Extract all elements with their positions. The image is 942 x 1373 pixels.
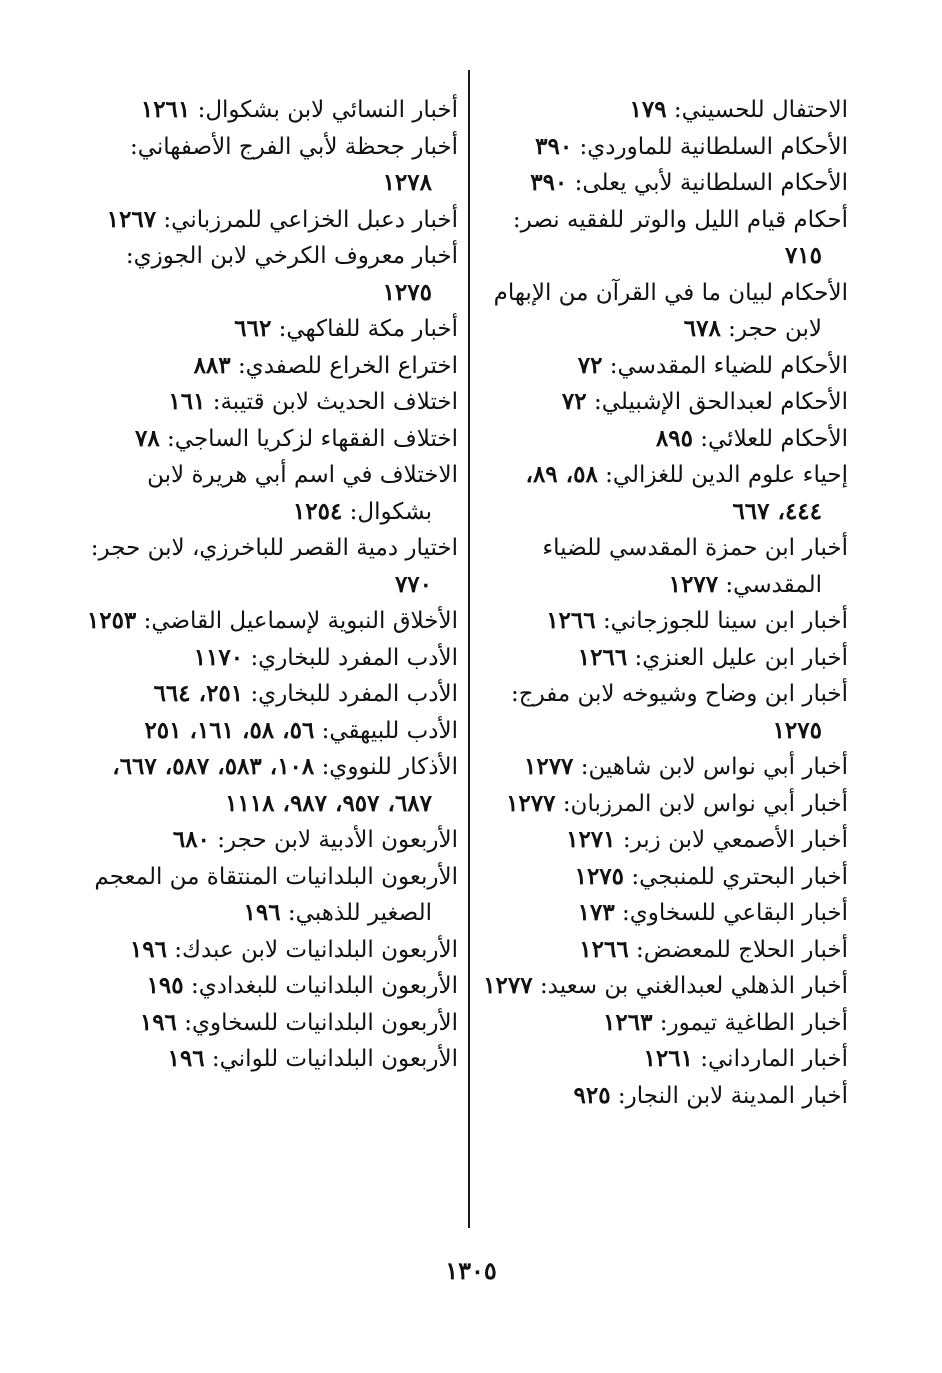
entry-pages: ١٢٦١ bbox=[643, 1045, 693, 1072]
entry-pages: ٨٨٣ bbox=[193, 351, 231, 379]
index-entry bbox=[476, 859, 848, 896]
index-entry bbox=[476, 92, 848, 129]
entry-title: الأربعون البلدانيات للبغدادي: bbox=[190, 973, 458, 999]
entry-title: الأحكام للضياء المقدسي: bbox=[609, 352, 848, 379]
entry-pages: ١٩٥ bbox=[146, 972, 184, 999]
entry-pages: ٩٢٥ bbox=[573, 1081, 611, 1109]
entry-title: الأحكام لعبدالحق الإشبيلي: bbox=[593, 389, 848, 415]
entry-title: الأربعون البلدانيات للسخاوي: bbox=[184, 1009, 458, 1036]
index-entry bbox=[476, 676, 848, 749]
entry-pages: ٦٨٠ bbox=[172, 826, 210, 853]
entry-title: أخبار المارداني: bbox=[700, 1046, 848, 1072]
entry-pages: ٧١٥ bbox=[784, 242, 822, 269]
index-entry bbox=[476, 968, 848, 1005]
index-entry bbox=[476, 786, 848, 823]
index-entry bbox=[476, 1078, 848, 1115]
entry-pages: ١٩٦ bbox=[139, 1008, 177, 1036]
index-entry bbox=[86, 603, 458, 640]
entry-title: أخبار الطاغية تيمور: bbox=[659, 1009, 848, 1036]
page-number: ١٣٠٥ bbox=[445, 1256, 497, 1285]
entry-title: الأربعون البلدانيات لابن عبدك: bbox=[174, 936, 458, 963]
index-entry bbox=[476, 165, 848, 202]
entry-title: أخبار المدينة لابن النجار: bbox=[617, 1082, 848, 1109]
index-entry bbox=[86, 822, 458, 859]
entry-title: الأدب المفرد للبخاري: bbox=[250, 681, 458, 707]
entry-title: أحكام قيام الليل والوتر للفقيه نصر: bbox=[512, 206, 848, 233]
entry-pages: ١٢٥٤ bbox=[292, 497, 343, 525]
index-entry bbox=[86, 530, 458, 603]
entry-pages: ١٩٦ bbox=[167, 1045, 205, 1072]
entry-pages: ١٢٦٣ bbox=[603, 1008, 653, 1036]
entry-title: أخبار البقاعي للسخاوي: bbox=[621, 900, 848, 926]
index-column-right bbox=[476, 92, 848, 1114]
entry-pages: ٧٢ bbox=[561, 388, 587, 415]
index-entry bbox=[86, 129, 458, 202]
entry-title: الأربعون البلدانيات المنتقاة من المعجم الصغير للذهبي: bbox=[94, 863, 458, 926]
index-entry bbox=[86, 457, 458, 530]
index-entry bbox=[86, 640, 458, 677]
entry-pages: ١٢٦١ bbox=[140, 96, 191, 123]
entry-pages: ٧٨ bbox=[135, 424, 160, 452]
index-entry bbox=[86, 92, 458, 129]
entry-pages: ١٢٦٧ bbox=[106, 205, 157, 233]
index-entry bbox=[476, 1005, 848, 1042]
entry-title: الأخلاق النبوية لإسماعيل القاضي: bbox=[143, 608, 458, 634]
entry-pages: ٣٩٠ bbox=[530, 169, 568, 196]
index-entry bbox=[476, 895, 848, 932]
entry-pages: ٨٩٥ bbox=[655, 424, 693, 452]
index-entry bbox=[86, 749, 458, 822]
entry-pages: ١٢٧٧ bbox=[483, 972, 533, 999]
entry-pages: ١٢٦٦ bbox=[577, 643, 628, 671]
entry-title: الأحكام للعلائي: bbox=[700, 425, 848, 452]
index-entry bbox=[86, 1005, 458, 1042]
entry-title: أخبار دعبل الخزاعي للمرزباني: bbox=[163, 206, 458, 233]
index-entry bbox=[476, 348, 848, 385]
index-entry bbox=[86, 202, 458, 239]
index-entry bbox=[476, 129, 848, 166]
entry-title: الأدب المفرد للبخاري: bbox=[250, 644, 458, 671]
index-entry bbox=[86, 238, 458, 311]
index-entry bbox=[476, 640, 848, 677]
index-entry bbox=[476, 603, 848, 640]
entry-title: أخبار ابن وضاح وشيوخه لابن مفرج: bbox=[510, 681, 848, 707]
entry-pages: ٢٥١، ٦٦٤ bbox=[153, 680, 244, 707]
index-entry bbox=[476, 275, 848, 348]
entry-title: اختلاف الفقهاء لزكريا الساجي: bbox=[167, 425, 458, 452]
entry-title: أخبار ابن سينا للجوزجاني: bbox=[602, 608, 848, 634]
entry-title: أخبار جحظة لأبي الفرج الأصفهاني: bbox=[129, 133, 458, 160]
index-entry bbox=[86, 859, 458, 932]
entry-title: الأحكام لبيان ما في القرآن من الإبهام لابن حجر: bbox=[493, 279, 848, 342]
entry-title: الأربعون الأدبية لابن حجر: bbox=[217, 827, 458, 853]
index-entry bbox=[86, 421, 458, 458]
entry-title: أخبار أبي نواس لابن المرزبان: bbox=[562, 790, 848, 817]
index-entry bbox=[476, 932, 848, 969]
entry-title: أخبار ابن عليل العنزي: bbox=[634, 644, 848, 671]
entry-title: أخبار الذهلي لعبدالغني بن سعيد: bbox=[539, 973, 848, 999]
entry-pages: ٦٧٨ bbox=[683, 315, 721, 342]
entry-pages: ١٢٧٥ bbox=[382, 278, 432, 306]
entry-title: أخبار معروف الكرخي لابن الجوزي: bbox=[125, 243, 458, 269]
index-entry bbox=[86, 968, 458, 1005]
entry-pages: ١٧٩ bbox=[629, 96, 667, 123]
entry-pages: ١٢٧١ bbox=[566, 826, 616, 853]
entry-title: الأدب للبيهقي: bbox=[321, 717, 458, 744]
entry-pages: ١٠٨، ٥٨٣، ٥٨٧، ٦٦٧، ٦٨٧، ٩٥٧، ٩٨٧، ١١١٨ bbox=[112, 753, 432, 817]
entry-pages: ٥٨، ٨٩، ٤٤٤، ٦٦٧ bbox=[525, 461, 822, 525]
index-entry bbox=[476, 202, 848, 275]
index-column-left bbox=[86, 92, 458, 1078]
entry-title: أخبار ابن حمزة المقدسي للضياء المقدسي: bbox=[542, 535, 848, 598]
entry-pages: ١٢٧٥ bbox=[574, 862, 625, 890]
entry-title: أخبار مكة للفاكهي: bbox=[278, 316, 458, 342]
entry-title: الأربعون البلدانيات للواني: bbox=[211, 1046, 458, 1072]
entry-title: اختلاف الحديث لابن قتيبة: bbox=[212, 389, 458, 415]
index-entry bbox=[86, 676, 458, 713]
entry-pages: ١٦١ bbox=[168, 388, 206, 415]
entry-title: أخبار أبي نواس لابن شاهين: bbox=[580, 754, 848, 780]
entry-title: الاحتفال للحسيني: bbox=[673, 97, 848, 123]
entry-pages: ١١٧٠ bbox=[193, 643, 244, 671]
entry-title: الأذكار للنووي: bbox=[321, 754, 458, 780]
entry-pages: ٣٩٠ bbox=[535, 132, 573, 160]
entry-title: إحياء علوم الدين للغزالي: bbox=[605, 462, 848, 488]
entry-pages: ١٩٦ bbox=[129, 935, 167, 963]
index-entry bbox=[476, 384, 848, 421]
entry-title: أخبار الحلاج للمعضض: bbox=[636, 936, 848, 963]
index-entry bbox=[476, 749, 848, 786]
index-entry bbox=[86, 713, 458, 750]
entry-pages: ١٢٧٧ bbox=[524, 753, 574, 780]
index-entry bbox=[86, 311, 458, 348]
index-entry bbox=[86, 932, 458, 969]
entry-title: أخبار النسائي لابن بشكوال: bbox=[197, 97, 458, 123]
index-entry bbox=[476, 457, 848, 530]
index-entry bbox=[476, 530, 848, 603]
entry-pages: ١٢٧٧ bbox=[506, 789, 556, 817]
entry-pages: ١٢٦٦ bbox=[546, 607, 596, 634]
entry-pages: ١٢٧٥ bbox=[772, 716, 822, 744]
index-entry bbox=[86, 1041, 458, 1078]
entry-pages: ٥٦، ٥٨، ١٦١، ٢٥١ bbox=[144, 716, 315, 744]
entry-title: اختراع الخراع للصفدي: bbox=[237, 352, 458, 379]
entry-pages: ١٧٣ bbox=[577, 899, 615, 926]
entry-title: الأحكام السلطانية لأبي يعلى: bbox=[574, 170, 848, 196]
entry-pages: ١٢٦٦ bbox=[579, 935, 629, 963]
column-divider bbox=[468, 70, 470, 1228]
index-entry bbox=[86, 348, 458, 385]
entry-title: أخبار الأصمعي لابن زبر: bbox=[622, 827, 848, 853]
index-entry bbox=[476, 822, 848, 859]
entry-title: الاختلاف في اسم أبي هريرة لابن بشكوال: bbox=[147, 462, 458, 525]
entry-title: اختيار دمية القصر للباخرزي، لابن حجر: bbox=[90, 535, 458, 561]
entry-pages: ٧٧٠ bbox=[394, 570, 432, 598]
entry-title: أخبار البحتري للمنبجي: bbox=[631, 863, 848, 890]
entry-pages: ٦٦٢ bbox=[234, 315, 272, 342]
index-entry bbox=[476, 1041, 848, 1078]
entry-title: الأحكام السلطانية للماوردي: bbox=[579, 133, 848, 160]
entry-pages: ١٢٥٣ bbox=[86, 607, 137, 634]
entry-pages: ١٢٧٧ bbox=[668, 570, 719, 598]
entry-pages: ١٢٧٨ bbox=[382, 169, 432, 196]
entry-pages: ١٩٦ bbox=[243, 899, 281, 926]
index-entry bbox=[86, 384, 458, 421]
entry-pages: ٧٢ bbox=[577, 351, 603, 379]
index-entry bbox=[476, 421, 848, 458]
